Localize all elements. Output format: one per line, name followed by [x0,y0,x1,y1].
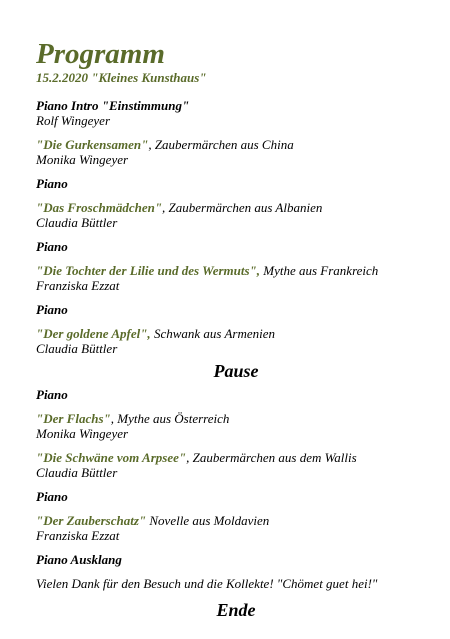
item-description: , Mythe aus Österreich [110,411,230,426]
item-performer: Claudia Büttler [36,465,118,480]
item-description: Schwank aus Armenien [150,326,276,341]
item-performer: Claudia Büttler [36,341,118,356]
closing-note: Vielen Dank für den Besuch und die Kollekte! "Chömet guet hei!" [36,576,378,591]
item-performer: Franziska Ezzat [36,528,120,543]
item-performer: Rolf Wingeyer [36,113,111,128]
item-description: , Zaubermärchen aus China [148,137,294,152]
item-description: Mythe aus Frankreich [260,263,379,278]
program-item [36,98,436,128]
program-item [36,411,436,441]
item-title: "Die Schwäne vom Arpsee" [36,450,187,465]
program-item [36,513,436,543]
program-item [36,326,436,356]
item-performer: Claudia Büttler [36,215,118,230]
item-title: "Der goldene Apfel", [36,326,151,341]
program-page [36,38,436,620]
item-title: "Die Tochter der Lilie und des Wermuts", [36,263,261,278]
program-item [36,263,436,293]
page-title: Programm [36,38,165,70]
item-title: Piano Intro "Einstimmung" [36,98,190,113]
pause-heading: Pause [213,361,259,381]
item-description: , Zaubermärchen aus Albanien [162,200,323,215]
item-title: "Der Zauberschatz" [36,513,147,528]
piano-interlude: Piano [36,387,68,402]
program-item [36,137,436,167]
item-performer: Monika Wingeyer [36,426,129,441]
program-item [36,200,436,230]
item-title: "Der Flachs" [36,411,111,426]
item-title: "Die Gurkensamen" [36,137,149,152]
event-date-venue: 15.2.2020 "Kleines Kunsthaus" [36,70,207,85]
piano-interlude: Piano [36,302,68,317]
piano-interlude: Piano [36,489,68,504]
item-title: "Das Froschmädchen" [36,200,163,215]
end-heading: Ende [216,600,256,620]
item-performer: Franziska Ezzat [36,278,120,293]
item-performer: Monika Wingeyer [36,152,129,167]
piano-interlude: Piano [36,239,68,254]
piano-finale: Piano Ausklang [36,552,122,567]
piano-interlude: Piano [36,176,68,191]
program-item [36,450,436,480]
item-description: Novelle aus Moldavien [146,513,270,528]
item-description: , Zaubermärchen aus dem Wallis [186,450,357,465]
